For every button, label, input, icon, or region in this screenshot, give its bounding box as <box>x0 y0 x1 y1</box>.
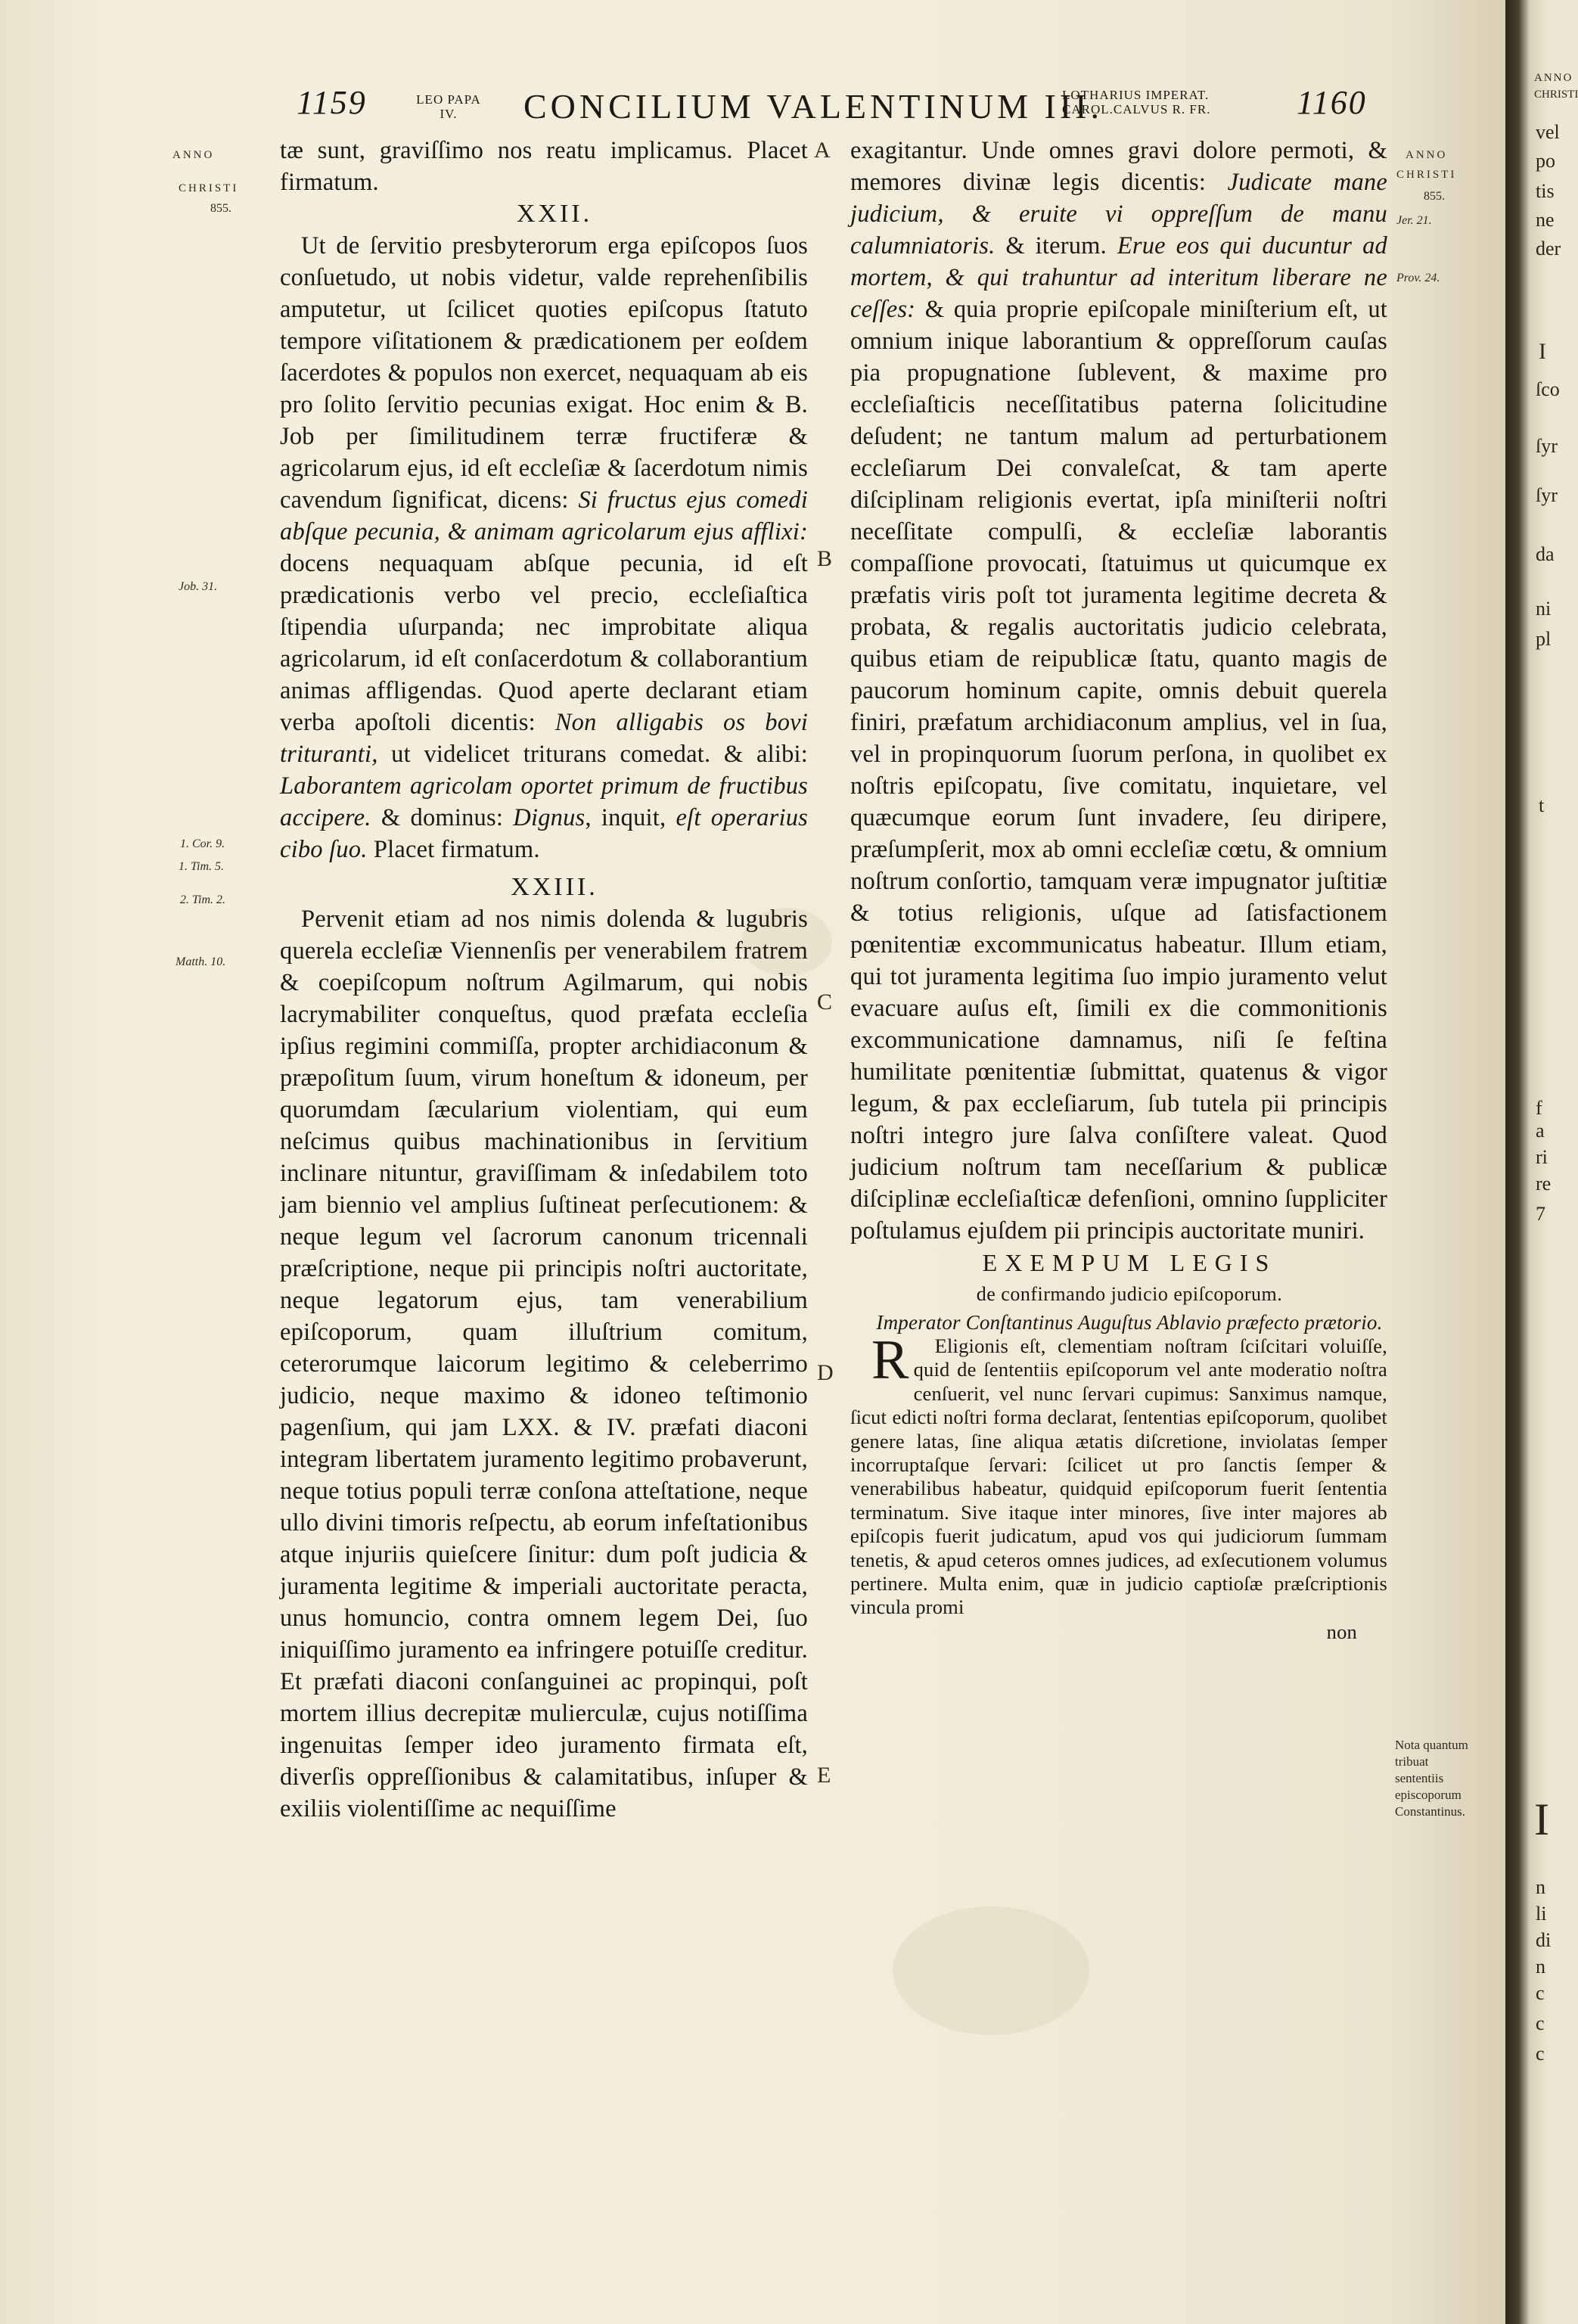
next-page-fragment: f <box>1536 1097 1542 1119</box>
lex-paragraph <box>850 1329 1387 1620</box>
margin-ref-prov: Prov. 24. <box>1396 272 1440 284</box>
section-heading-xxii: XXII. <box>516 200 593 228</box>
header-left-line-2: IV. <box>440 107 458 121</box>
next-page-fragment: ni <box>1536 598 1552 620</box>
next-page-fragment: c <box>1536 2043 1545 2065</box>
next-page-fragment: t <box>1539 794 1545 816</box>
quote-job: Si fructus ejus comedi abſque pecunia, & animam agricolarum ejus afflixi: <box>280 486 808 545</box>
paragraph-xxiii-cont-text-b: & iterum. <box>1005 232 1107 259</box>
next-page-fragment: c <box>1536 2012 1545 2034</box>
margin-christi-right: CHRISTI <box>1396 169 1457 181</box>
exemplum-heading: EXEMPUM LEGIS <box>982 1249 1277 1276</box>
section-letter-b: B <box>817 546 833 571</box>
margin-note-nota: Nota quantum tribuat sententiis episcoporum Constantinus. <box>1395 1738 1468 1819</box>
section-heading-xxiii: XXIII. <box>511 873 598 901</box>
page-number-left: 1159 <box>297 84 367 121</box>
paragraph-xxii-text-e: , inquit, <box>585 804 666 831</box>
next-page-fragment: n <box>1536 1956 1545 1978</box>
quote-jer: Judicate mane judicium, & eruite vi oppreſſum de manu calumniatoris. <box>850 169 1387 259</box>
next-page-fragment: li <box>1536 1903 1547 1925</box>
next-page-fragment: I <box>1534 1794 1549 1844</box>
paragraph-xxiii-cont <box>850 135 1387 1247</box>
paragraph-xxiii: Pervenit etiam ad nos nimis dolenda & lugubris querela eccleſiæ Viennenſis per venerabilem fratrem & coepiſcopum noſtrum Agilmarum, qui nobis lacrymabiliter conqueſtus, quod præfata eccleſia ipſius regimini commiſſa, propter archidiaconum & præpoſitum ſuum, virum honeſtum & idoneum, per quorumdam ſæcularium violentiam, qui eum neſcimus quibus machinationibus in ſervitium inclinare nituntur, graviſſimam & inſedabilem toto jam biennio vel amplius ſuſtineat perſecutionem: & neque legum vel ſacrorum canonum tricennali præſcriptione, neque pii principis noſtri auctoritate, neque legatorum ejus, tam venerabilium epiſcoporum, quam illuſtrium comitum, ceterorumque laicorum legitimo & celeberrimo judicio, neque maximo & idoneo teſtimonio pagenſium, qui jam LXX. & IV. præfati diaconi integram libertatem juramento legitimo probaverunt, neque totius populi terræ conſona atteſtatione, neque ullo divini timoris reſpectu, ab eorum infeſtationibus atque injuriis quieſcere ſinitur: dum poſt judicia & juramenta legitime & imperiali auctoritate peracta, unus homuncio, contra omnem legem Dei, ſuo iniquiſſimo juramento ea infringere potuiſſe creditur. Et præfati diaconi conſanguinei ac propinqui, poſt mortem illius decrepitæ mulierculæ, cujus notiſſima ingenuitas ſemper ideo juramento firmata eſt, diverſis oppreſſionibus & calamitatibus, inſuper & exiliis violentiſſime ac nequiſſime <box>280 906 808 1822</box>
paragraph-xxiii-cont-text-c: & quia proprie epiſcopale miniſterium eſt, ut omnium inique laborantium & oppreſſorum cauſas pia propugnatione ſublevent, & maxime pro eccleſiaſticis neceſſitatibus paterna ſolicitudine deſudent; ne tantum malum ad perturbationem eccleſiarum Dei convaleſcat, & tam aperte diſciplinam religionis evertat, ipſa miniſterii noſtri neceſſitate compulſi, & eccleſiæ laborantis compaſſione provocati, ſtatuimus ut quicumque ex præfatis viris poſt tot juramenta legitime decreta & probata, & regalis auctoritatis judicio celebrata, quibus etiam de reipublicæ ſtatu, quanto magis de paucorum hominum capite, omnis debuit querela finiri, præfatum archidiaconum amplius, vel in ſua, vel in propinquorum ſuorum perſona, in quolibet ex noſtris epiſcopatu, ſive comitatu, inquietare, vel quæcumque eorum ſunt invadere, ſeu diripere, præſumpſerit, mox ab omni eccleſiæ cœtu, & omnium noſtrum conſortio, tamquam veræ impugnator juſtitiæ & totius religionis, uſque ad ſatisfactionem pœnitentiæ excommunicatus habeatur. Illum etiam, qui tot juramenta legitima ſuo impio juramento velut evacuare auſus eſt, ſimili ex die commonitionis excommunicatione damnamus, niſi ſe feſtina humilitate pœnitentiæ ſubmittat, quatenus & vigor legum, & pax eccleſiarum, ſub tutela pii principis noſtri integro jure ſalva conſiſtere valeat. Quod judicium noſtrum tam neceſſarium & publicæ diſciplinæ eccleſiaſticæ defenſioni, omnino ſuppliciter poſtulamus ejuſdem pii principis auctoritate muniri. <box>850 296 1387 1244</box>
header-right-note <box>1062 88 1289 117</box>
section-letter-a: A <box>814 138 831 163</box>
book-gutter <box>1505 0 1578 2324</box>
header-right-line-2: CAROL.CALVUS R. FR. <box>1062 102 1211 117</box>
margin-anno-right: ANNO <box>1406 149 1448 161</box>
next-page-fragment: ri <box>1536 1146 1548 1168</box>
exemplum-subheading: de confirmando judicio epiſcoporum. <box>976 1283 1283 1305</box>
margin-anno-left: ANNO <box>172 149 215 161</box>
section-letter-d: D <box>817 1360 834 1385</box>
next-page-fragment: CHRISTI <box>1534 89 1578 101</box>
next-page-fragment: da <box>1536 543 1555 565</box>
margin-ref-tim2: 2. Tim. 2. <box>180 893 226 906</box>
left-intro: tæ sunt, graviſſimo nos reatu implicamus. Placet firmatum. <box>280 137 808 196</box>
header-right-line-1: LOTHARIUS IMPERAT. <box>1062 88 1210 102</box>
section-letter-c: C <box>817 990 833 1014</box>
next-page-fragment: ſyr <box>1536 484 1558 506</box>
margin-year-right: 855. <box>1424 190 1445 203</box>
lex-text: Eligionis eſt, clementiam noſtram ſciſcitari voluiſſe, quid de ſententiis epiſcoporum vel ante moderatio noſtra cenſuerit, vel nunc ſervari cupimus: Sanximus namque, ſicut edicti noſtri forma declarat, ſententias epiſcoporum, quolibet genere latas, ſine aliqua ætatis diſcretione, inviolatas ſemper incorruptaſque ſervari: ſcilicet ut pro ſanctis ſemper & venerabilibus habeatur, quidquid epiſcoporum fuerit ſententia terminatum. Sive itaque inter minores, ſive inter majores ab epiſcopis fuerit judicatum, apud vos qui judiciorum ſummam tenetis, & apud ceteros omnes judices, ad exſecutionem volumus pertinere. Multa enim, quæ in judicio captioſæ præſcriptionis vincula promi <box>850 1334 1387 1619</box>
next-page-fragment: a <box>1536 1120 1545 1142</box>
next-page-fragment: re <box>1536 1173 1552 1195</box>
paragraph-xxii-text-f: Placet firmatum. <box>373 836 540 863</box>
paragraph-xxii-text-b: docens nequaquam abſque pecunia, id eſt prædicationis verbo vel precio, eccleſiaſtica ſtipendia uſurpanda; nec improbitate aliqua agricolarum, id eſt conſacerdotum & collaborantium animas affligendas. Quod aperte declarant etiam verba apoſtoli dicentis: <box>280 550 808 736</box>
paragraph-xxii <box>280 230 808 865</box>
next-page-fragment: n <box>1536 1876 1545 1898</box>
page-number-right: 1160 <box>1297 84 1367 121</box>
margin-ref-job: Job. 31. <box>179 580 218 593</box>
quote-dignus: Dignus <box>513 804 586 831</box>
quote-tim: Laborantem agricolam oportet primum de fructibus accipere. <box>280 772 808 831</box>
next-page-fragment: c <box>1536 1982 1545 2004</box>
next-page-fragment: di <box>1536 1929 1552 1951</box>
next-page-fragment: ANNO <box>1534 72 1573 84</box>
right-column <box>850 135 1387 1644</box>
quote-cor: Non alligabis os bovi trituranti, <box>280 709 808 768</box>
header-left-line-1: LEO PAPA <box>416 92 481 107</box>
next-page-fragment: pl <box>1536 628 1552 650</box>
next-page-fragment: 7 <box>1536 1203 1545 1225</box>
margin-ref-jer: Jer. 21. <box>1396 214 1432 227</box>
margin-ref-matth: Matth. 10. <box>176 955 226 968</box>
margin-year-left: 855. <box>210 202 231 215</box>
imperator-heading: Imperator Conſtantinus Auguſtus Ablavio præfecto prætorio. <box>876 1311 1383 1334</box>
next-page-fragment: ſyr <box>1536 435 1558 457</box>
next-page-fragment: po <box>1536 150 1555 172</box>
left-column <box>280 135 808 1825</box>
section-letter-e: E <box>817 1763 831 1788</box>
next-page-fragment: tis <box>1536 180 1555 202</box>
drop-cap: R <box>871 1329 909 1391</box>
margin-christi-left: CHRISTI <box>179 182 239 194</box>
quote-matth: eſt operarius cibo ſuo. <box>280 804 809 863</box>
margin-ref-cor: 1. Cor. 9. <box>180 837 225 850</box>
margin-ref-tim5: 1. Tim. 5. <box>179 860 225 873</box>
paragraph-xxii-text: Ut de ſervitio presbyterorum erga epiſcopos ſuos conſuetudo, ut nobis videtur, valde reprehenſibilis amputetur, ut ſcilicet quoties epiſcopus ſtatuto tempore viſitationem & prædicationem per eoſdem ſacerdotes & populos non exercet, nequaquam ab eis pro ſolito ſervitio pecunias exigat. Hoc enim & B. Job per ſimilitudinem terræ fructiferæ & agricolarum ejus, id eſt eccleſiæ & ſacerdotum nimis cavendum ſignificat, dicens: <box>280 232 808 514</box>
paragraph-xxiii-cont-text: exagitantur. Unde omnes gravi dolore permoti, & memores divinæ legis dicentis: <box>850 137 1387 196</box>
paragraph-xxii-text-d: & dominus: <box>381 804 504 831</box>
header-left-note <box>392 92 505 121</box>
next-page-fragment: ne <box>1536 209 1555 231</box>
paragraph-xxii-text-c: ut videlicet triturans comedat. & alibi: <box>391 741 809 768</box>
next-page-fragment: der <box>1536 238 1561 259</box>
next-page-fragment: ſco <box>1536 378 1560 400</box>
quote-prov: Erue eos qui ducuntur ad mortem, & qui trahuntur ad interitum liberare ne ceſſes: <box>850 232 1387 323</box>
catchword: non <box>1326 1620 1357 1643</box>
next-page-fragment: vel <box>1536 121 1560 143</box>
next-page-fragment: I <box>1539 339 1546 364</box>
running-title: CONCILIUM VALENTINUM III. <box>523 87 1103 126</box>
